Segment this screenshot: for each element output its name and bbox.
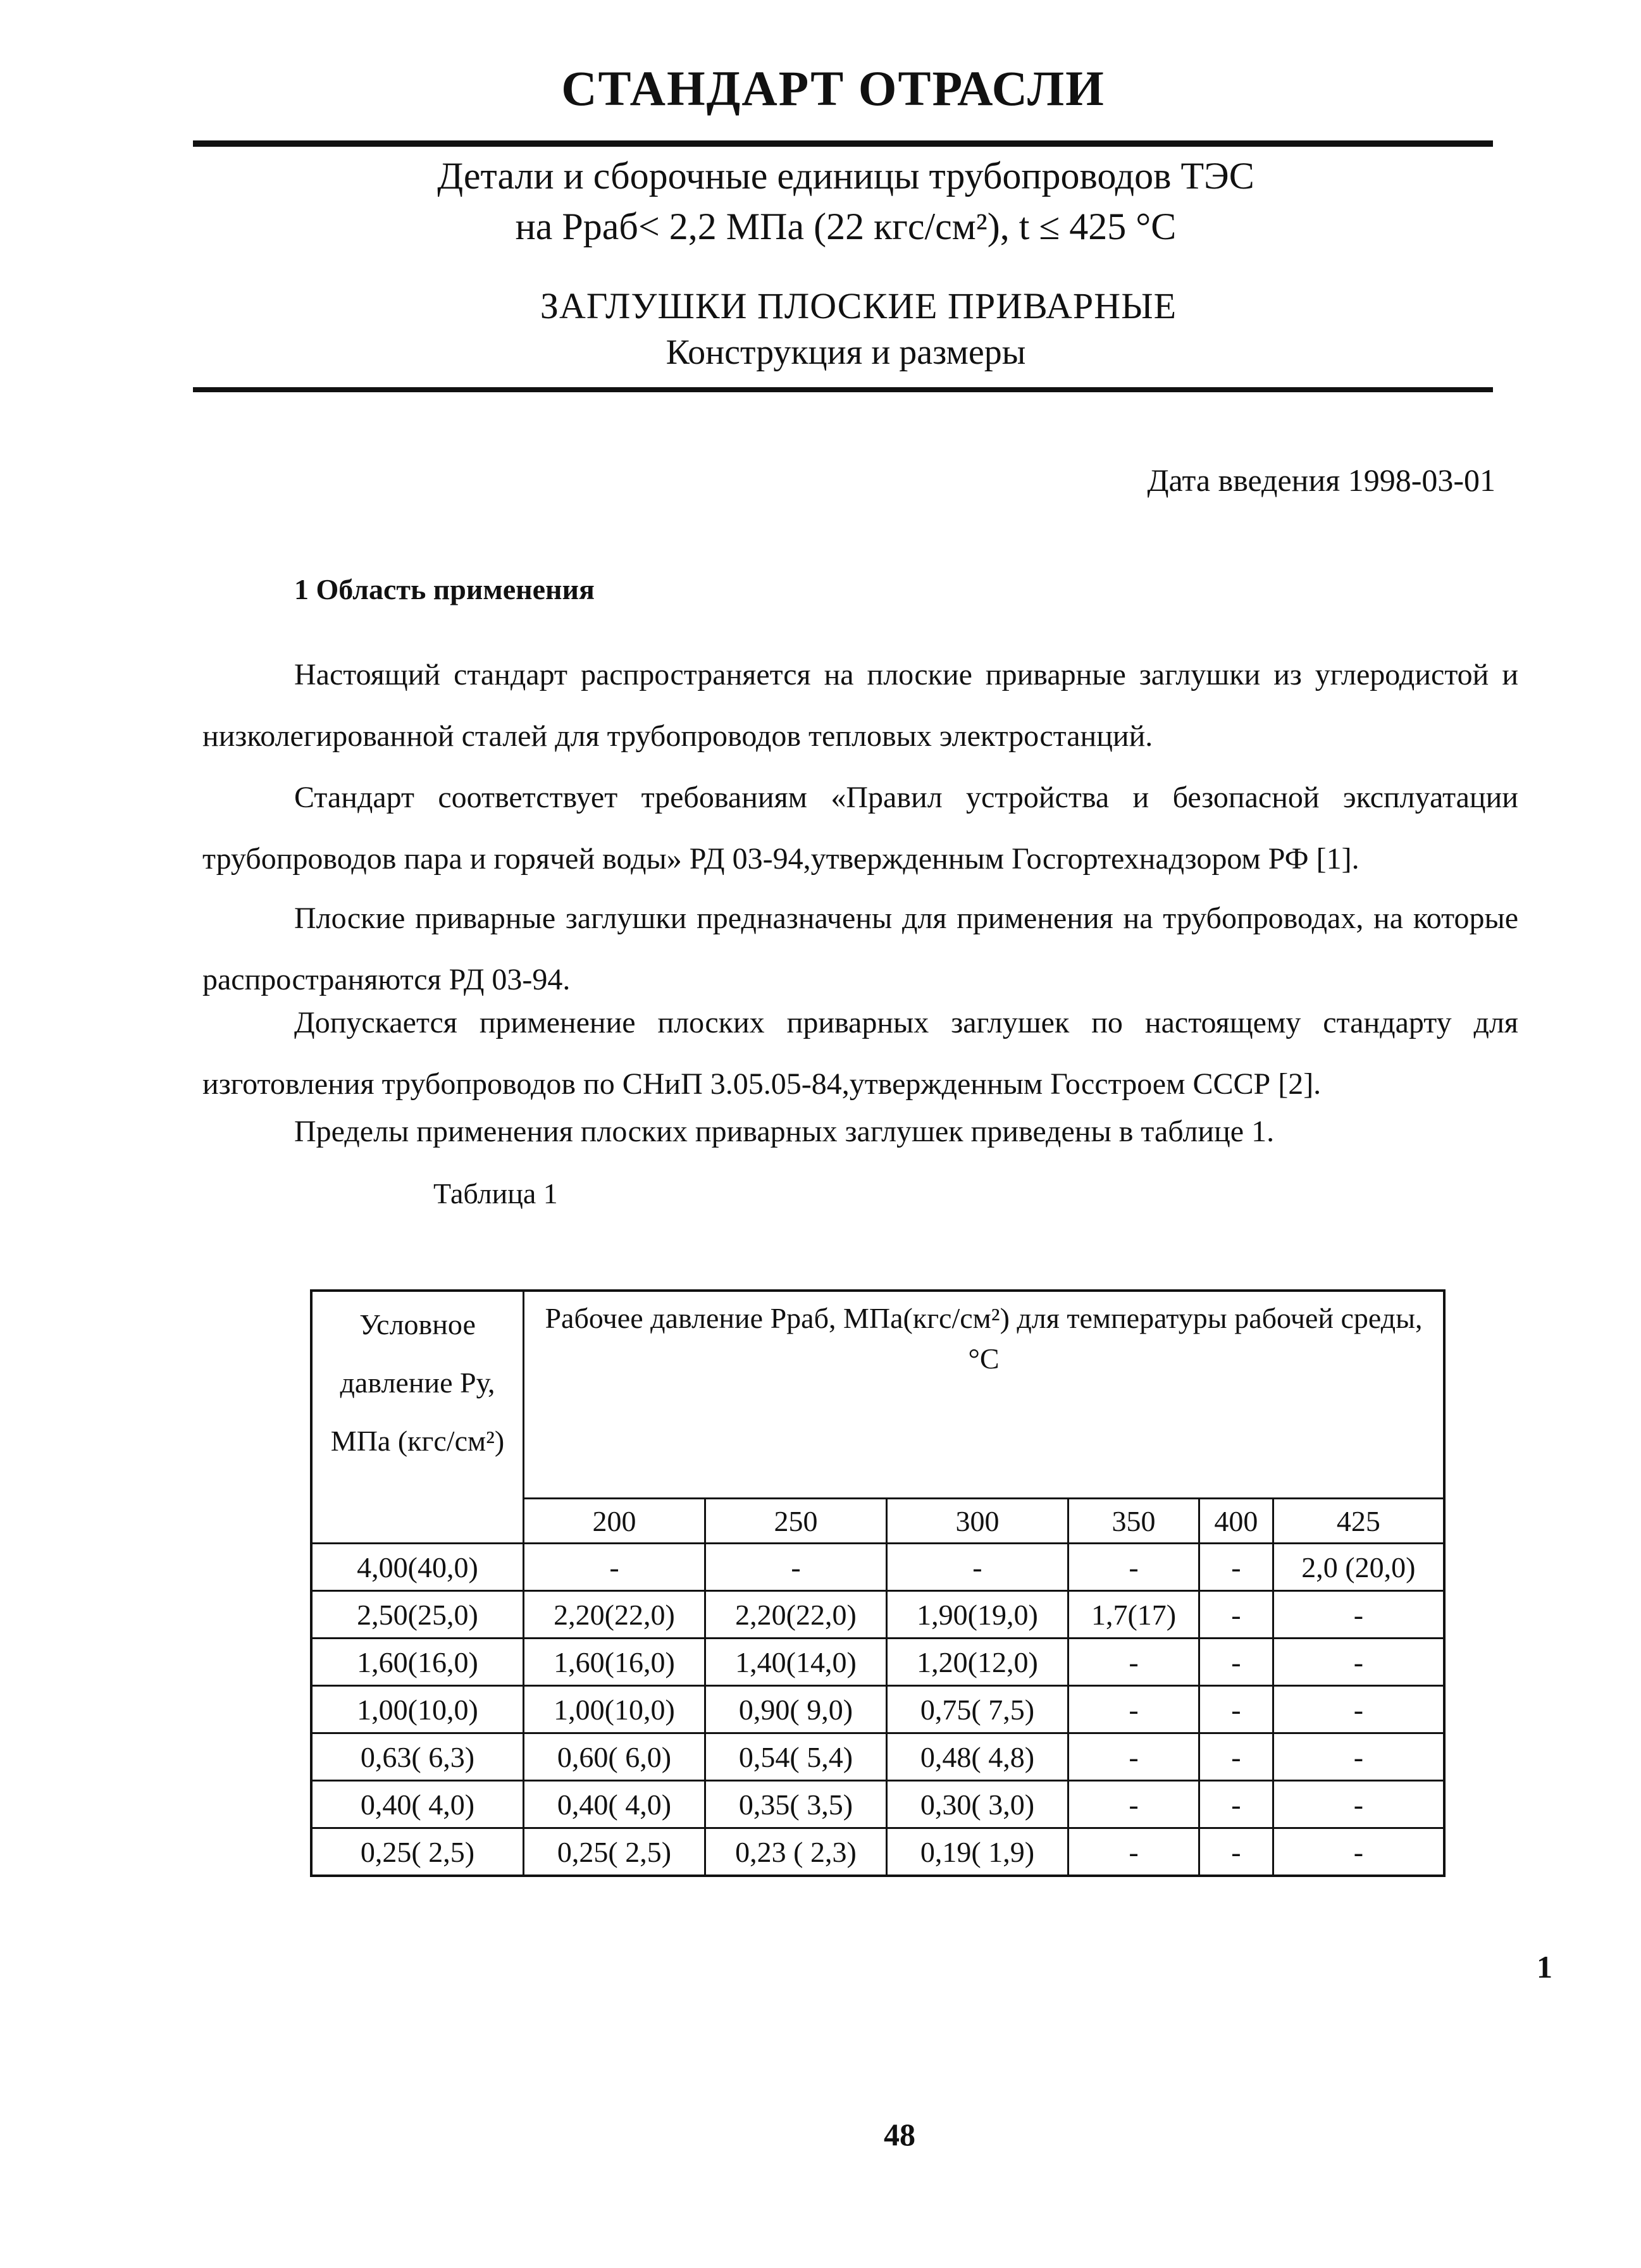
header-rule-bottom xyxy=(193,387,1493,392)
working-pressure-cell: 0,75( 7,5) xyxy=(886,1686,1068,1733)
working-pressure-cell: - xyxy=(1273,1733,1444,1781)
working-pressure-cell: - xyxy=(1068,1686,1199,1733)
working-pressure-cell: - xyxy=(1199,1781,1273,1828)
header-working-pressure: Рабочее давление Рраб, МПа(кгс/см²) для температуры рабочей среды, °С xyxy=(524,1291,1445,1499)
working-pressure-cell: - xyxy=(1199,1639,1273,1686)
working-pressure-cell: - xyxy=(1199,1828,1273,1876)
working-pressure-cell: - xyxy=(1068,1639,1199,1686)
nominal-pressure-cell: 4,00(40,0) xyxy=(311,1544,524,1591)
working-pressure-cell: 2,20(22,0) xyxy=(524,1591,705,1639)
header-nominal-pressure: Условное давление Ру, МПа (кгс/см²) xyxy=(311,1291,524,1544)
subtitle-line-1: Детали и сборочные единицы трубопроводов ТЭС xyxy=(437,155,1254,197)
working-pressure-cell: 2,20(22,0) xyxy=(705,1591,886,1639)
nominal-pressure-cell: 1,60(16,0) xyxy=(311,1639,524,1686)
working-pressure-cell: - xyxy=(1273,1686,1444,1733)
document-title: ЗАГЛУШКИ ПЛОСКИЕ ПРИВАРНЫЕ xyxy=(540,285,1177,326)
working-pressure-cell: 0,40( 4,0) xyxy=(524,1781,705,1828)
table-row xyxy=(311,1591,1444,1639)
document-subtitle: Конструкция и размеры xyxy=(666,333,1026,372)
working-pressure-cell: 0,60( 6,0) xyxy=(524,1733,705,1781)
working-pressure-cell: - xyxy=(1273,1591,1444,1639)
working-pressure-cell: - xyxy=(1273,1639,1444,1686)
introduction-date: Дата введения 1998-03-01 xyxy=(1147,462,1495,498)
table-row xyxy=(311,1828,1444,1876)
working-pressure-cell: 0,48( 4,8) xyxy=(886,1733,1068,1781)
standard-title: СТАНДАРТ ОТРАСЛИ xyxy=(561,61,1105,116)
working-pressure-cell: 0,30( 3,0) xyxy=(886,1781,1068,1828)
working-pressure-cell: 1,40(14,0) xyxy=(705,1639,886,1686)
temperature-header: 350 xyxy=(1068,1499,1199,1544)
working-pressure-cell: 1,00(10,0) xyxy=(524,1686,705,1733)
working-pressure-cell: - xyxy=(1068,1733,1199,1781)
temperature-header: 400 xyxy=(1199,1499,1273,1544)
working-pressure-cell: 0,19( 1,9) xyxy=(886,1828,1068,1876)
working-pressure-cell: - xyxy=(1068,1828,1199,1876)
working-pressure-cell: - xyxy=(1199,1544,1273,1591)
working-pressure-cell: - xyxy=(1068,1781,1199,1828)
header-rule-top xyxy=(193,140,1493,147)
paragraph-text: Допускается применение плоских приварных заглушек по настоящему стандарту для изготовления трубопроводов по СНиП 3.05.05-84,утвержденным Госстроем СССР [2]. xyxy=(202,1006,1518,1101)
section-heading: 1 Область применения xyxy=(294,573,595,605)
paragraph xyxy=(202,1101,1518,1162)
working-pressure-cell: 1,20(12,0) xyxy=(886,1639,1068,1686)
paragraph-text: Стандарт соответствует требованиям «Правил устройства и безопасной эксплуатации трубопроводов пара и горячей воды» РД 03-94,утвержденным Госгортехнадзором РФ [1]. xyxy=(202,781,1518,876)
working-pressure-cell: - xyxy=(1273,1828,1444,1876)
working-pressure-cell: - xyxy=(705,1544,886,1591)
nominal-pressure-cell: 0,40( 4,0) xyxy=(311,1781,524,1828)
working-pressure-cell: - xyxy=(524,1544,705,1591)
table-row xyxy=(311,1544,1444,1591)
page-number: 48 xyxy=(884,2117,915,2152)
working-pressure-cell: - xyxy=(1199,1733,1273,1781)
nominal-pressure-cell: 1,00(10,0) xyxy=(311,1686,524,1733)
working-pressure-cell: 1,60(16,0) xyxy=(524,1639,705,1686)
paragraph xyxy=(202,992,1518,1115)
working-pressure-cell: 0,90( 9,0) xyxy=(705,1686,886,1733)
paragraph-text: Настоящий стандарт распространяется на плоские приварные заглушки из углеродистой и низколегированной сталей для трубопроводов тепловых электростанций. xyxy=(202,658,1518,753)
paragraph-text: Пределы применения плоских приварных заглушек приведены в таблице 1. xyxy=(294,1115,1275,1148)
table-row xyxy=(311,1639,1444,1686)
page-number-right: 1 xyxy=(1537,1949,1552,1985)
table-body xyxy=(311,1544,1444,1876)
subtitle-line-2: на Рраб< 2,2 МПа (22 кгс/см²), t ≤ 425 °С xyxy=(515,206,1177,247)
working-pressure-cell: - xyxy=(1199,1591,1273,1639)
pressure-table xyxy=(310,1289,1446,1877)
paragraph xyxy=(202,644,1518,767)
working-pressure-cell: 1,7(17) xyxy=(1068,1591,1199,1639)
working-pressure-cell: - xyxy=(886,1544,1068,1591)
working-pressure-cell: 0,25( 2,5) xyxy=(524,1828,705,1876)
temperature-header: 200 xyxy=(524,1499,705,1544)
temperature-header: 425 xyxy=(1273,1499,1444,1544)
nominal-pressure-cell: 0,63( 6,3) xyxy=(311,1733,524,1781)
working-pressure-cell: 0,23 ( 2,3) xyxy=(705,1828,886,1876)
table-row xyxy=(311,1733,1444,1781)
paragraph xyxy=(202,767,1518,889)
working-pressure-cell: - xyxy=(1068,1544,1199,1591)
nominal-pressure-cell: 2,50(25,0) xyxy=(311,1591,524,1639)
working-pressure-cell: 2,0 (20,0) xyxy=(1273,1544,1444,1591)
working-pressure-cell: 1,90(19,0) xyxy=(886,1591,1068,1639)
nominal-pressure-cell: 0,25( 2,5) xyxy=(311,1828,524,1876)
temperature-header: 300 xyxy=(886,1499,1068,1544)
table-caption: Таблица 1 xyxy=(433,1177,558,1210)
table-row xyxy=(311,1686,1444,1733)
working-pressure-cell: - xyxy=(1273,1781,1444,1828)
working-pressure-cell: - xyxy=(1199,1686,1273,1733)
temperature-header: 250 xyxy=(705,1499,886,1544)
table-row xyxy=(311,1781,1444,1828)
working-pressure-cell: 0,35( 3,5) xyxy=(705,1781,886,1828)
paragraph-text: Плоские приварные заглушки предназначены для применения на трубопроводах, на которые распространяются РД 03-94. xyxy=(202,902,1518,996)
working-pressure-cell: 0,54( 5,4) xyxy=(705,1733,886,1781)
